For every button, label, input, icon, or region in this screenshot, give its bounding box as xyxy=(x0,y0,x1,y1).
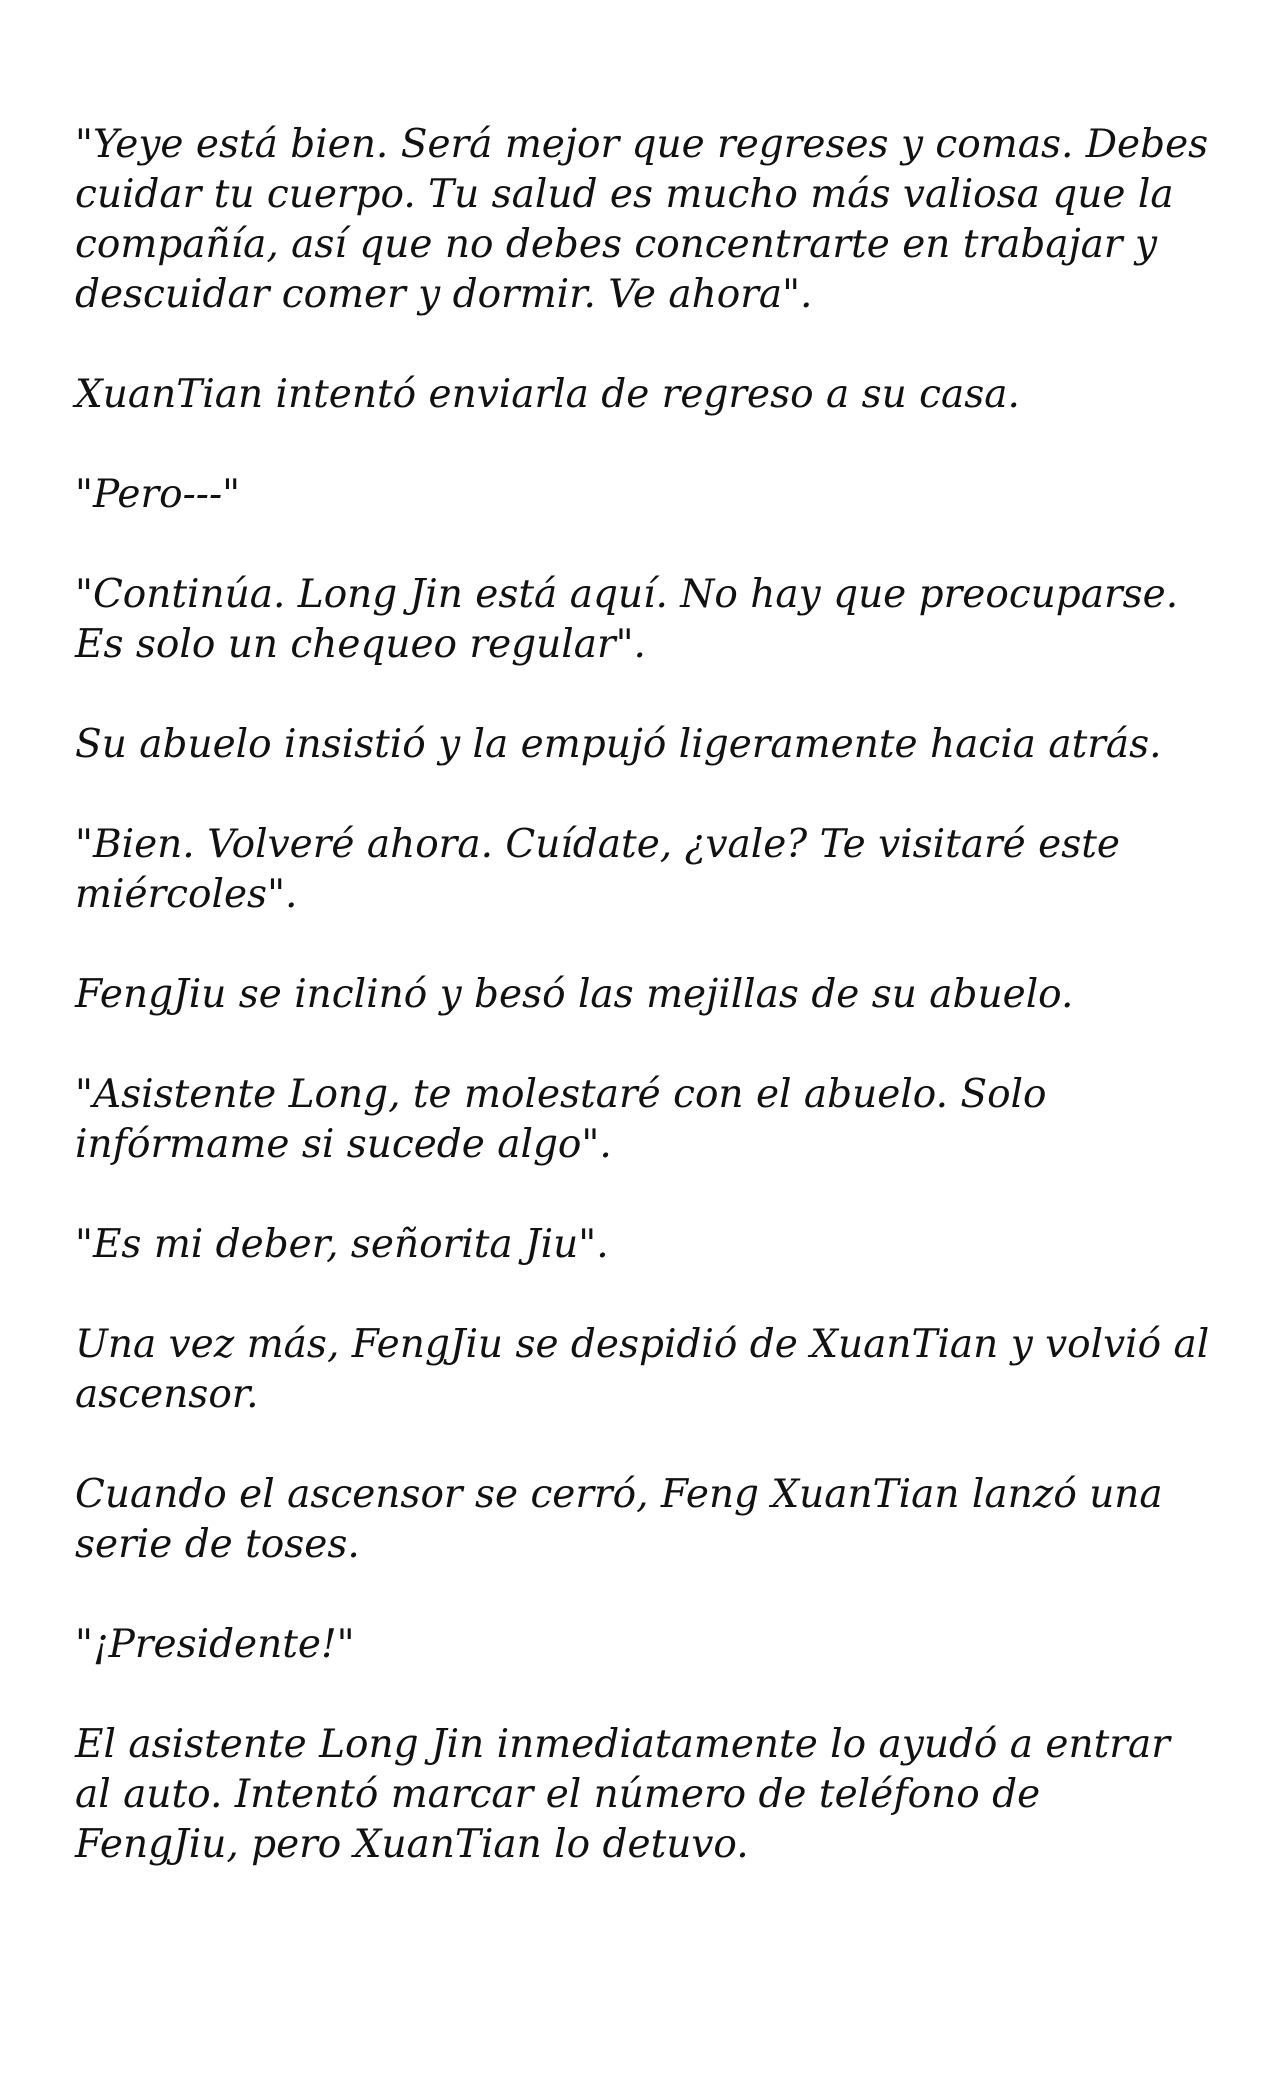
paragraph: XuanTian intentó enviarla de regreso a su casa. xyxy=(75,372,1020,417)
paragraph: "¡Presidente!" xyxy=(75,1622,355,1667)
paragraph: Su abuelo insistió y la empujó ligeramente hacia atrás. xyxy=(75,722,1162,767)
paragraph: Cuando el ascensor se cerró, Feng XuanTian lanzó una serie de toses. xyxy=(75,1472,1163,1567)
paragraph: Una vez más, FengJiu se despidió de XuanTian y volvió al ascensor. xyxy=(75,1322,1210,1417)
paragraph: "Asistente Long, te molestaré con el abuelo. Solo infórmame si sucede algo". xyxy=(75,1072,1047,1167)
paragraph: "Es mi deber, señorita Jiu". xyxy=(75,1222,609,1267)
paragraph: "Bien. Volveré ahora. Cuídate, ¿vale? Te visitaré este miércoles". xyxy=(75,822,1120,917)
document-page xyxy=(75,120,1215,1920)
paragraph: "Pero---" xyxy=(75,472,241,517)
paragraph: "Yeye está bien. Será mejor que regreses y comas. Debes cuidar tu cuerpo. Tu salud es mucho más valiosa que la compañía, así que no debes concentrarte en trabajar y descuidar comer y dormir. Ve ahora". xyxy=(75,122,1209,317)
paragraph: "Continúa. Long Jin está aquí. No hay que preocuparse. Es solo un chequeo regular". xyxy=(75,572,1179,667)
paragraph: El asistente Long Jin inmediatamente lo ayudó a entrar al auto. Intentó marcar el número de teléfono de FengJiu, pero XuanTian lo detuvo. xyxy=(75,1722,1170,1867)
paragraph: FengJiu se inclinó y besó las mejillas de su abuelo. xyxy=(75,972,1074,1017)
